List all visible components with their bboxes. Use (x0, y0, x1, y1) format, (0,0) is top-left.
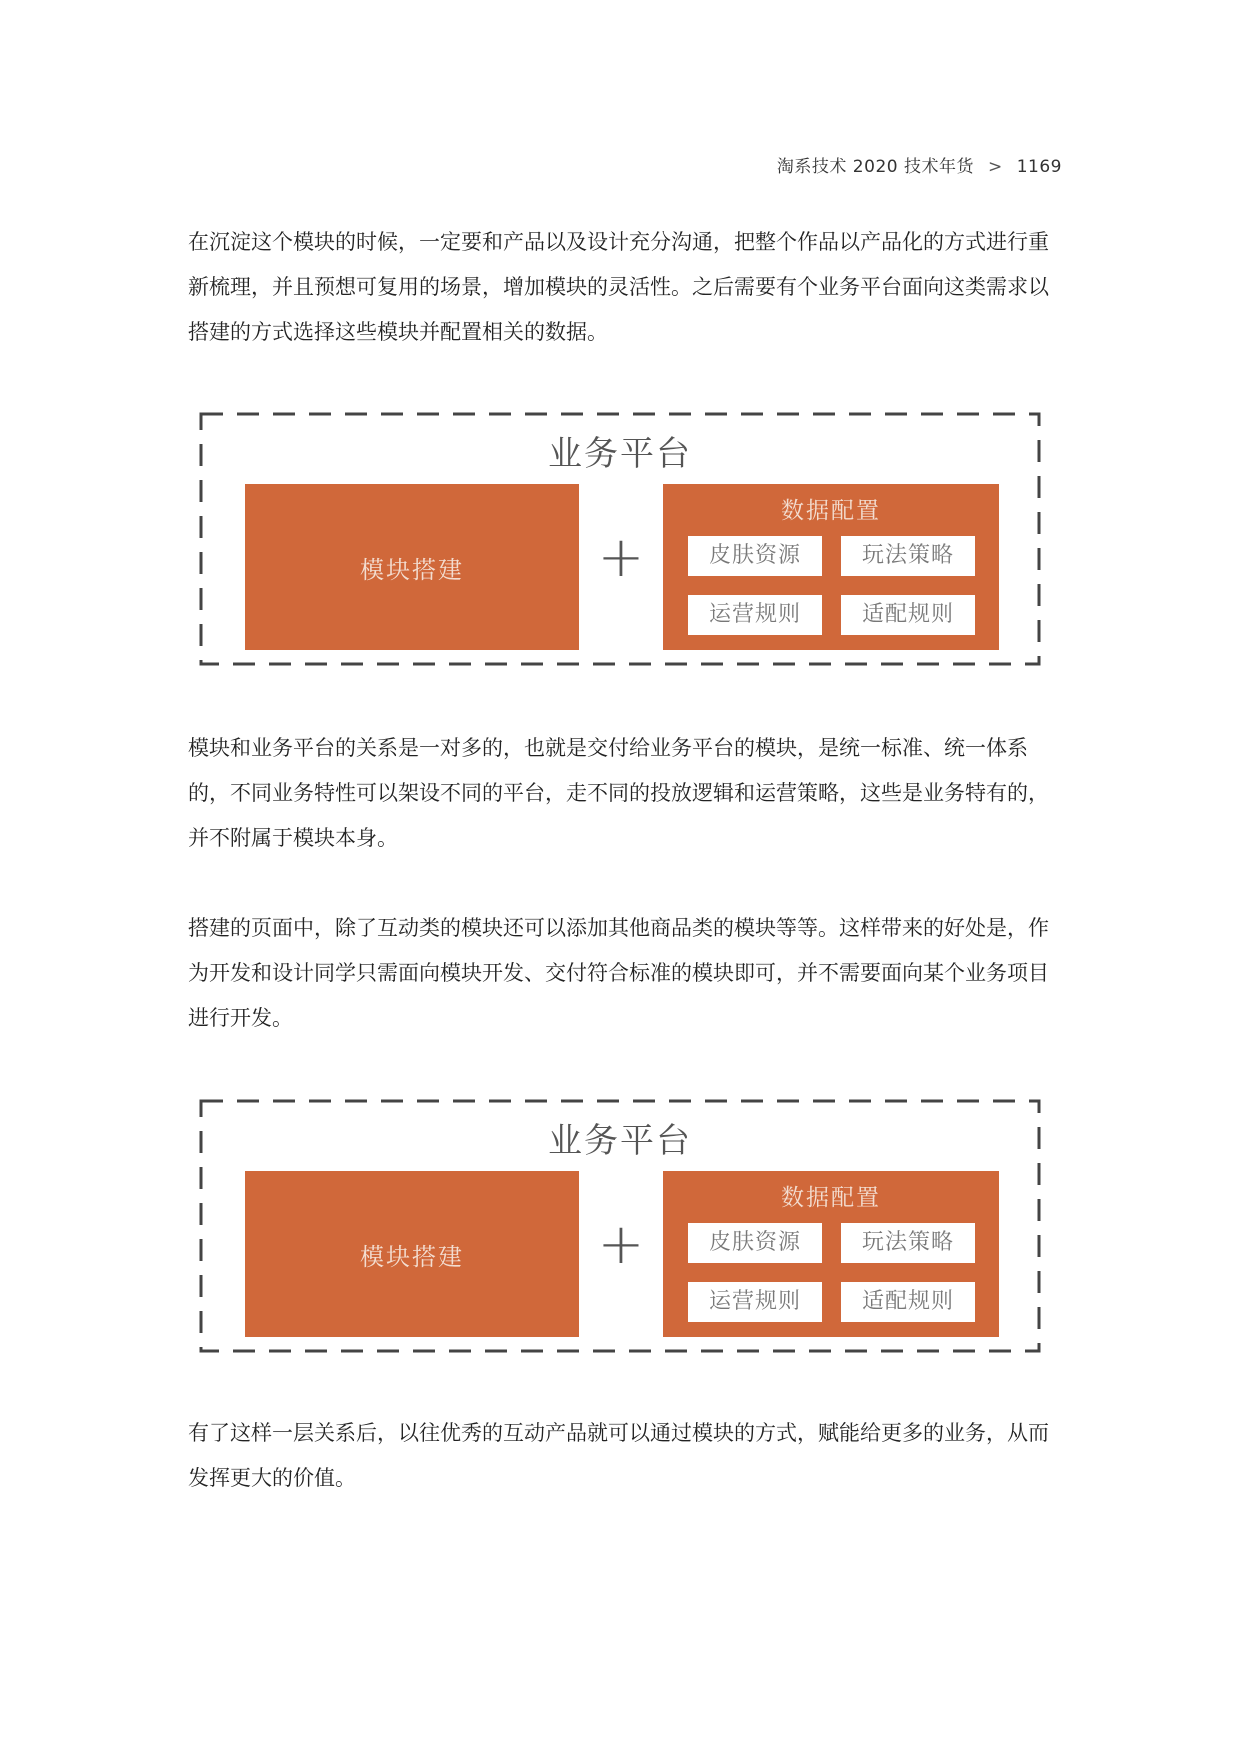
config-chip-operation: 运营规则 (688, 595, 822, 635)
paragraph-3: 搭建的页面中，除了互动类的模块还可以添加其他商品类的模块等等。这样带来的好处是，作为开发和设计同学只需面向模块开发、交付符合标准的模块即可，并不需要面向某个业务项目进行开发。 (188, 916, 1049, 1030)
platform-diagram-2 (197, 1097, 1043, 1355)
paragraph-1: 在沉淀这个模块的时候，一定要和产品以及设计充分沟通，把整个作品以产品化的方式进行重新梳理，并且预想可复用的场景，增加模块的灵活性。之后需要有个业务平台面向这类需求以搭建的方式选择这些模块并配置相关的数据。 (188, 230, 1049, 344)
paragraph-4: 有了这样一层关系后，以往优秀的互动产品就可以通过模块的方式，赋能给更多的业务，从而发挥更大的价值。 (188, 1421, 1049, 1490)
book-title: 淘系技术 2020 技术年货 (776, 157, 974, 177)
data-config-box (663, 1171, 999, 1337)
module-build-box (245, 1171, 579, 1337)
plus-icon: + (597, 1212, 645, 1277)
module-build-label: 模块搭建 (360, 555, 464, 584)
config-chip-operation: 运营规则 (688, 1282, 822, 1322)
config-chip-skin: 皮肤资源 (688, 536, 822, 576)
config-chip-adaptation: 适配规则 (841, 1282, 975, 1322)
data-config-box (663, 484, 999, 650)
platform-title: 业务平台 (548, 1121, 692, 1161)
data-config-title: 数据配置 (781, 1185, 881, 1211)
config-chip-gameplay: 玩法策略 (841, 536, 975, 576)
page-number: 1169 (1016, 157, 1062, 177)
config-chip-adaptation: 适配规则 (841, 595, 975, 635)
platform-title: 业务平台 (548, 434, 692, 474)
plus-icon: + (597, 525, 645, 590)
module-build-label: 模块搭建 (360, 1242, 464, 1271)
config-chip-gameplay: 玩法策略 (841, 1223, 975, 1263)
header-separator: > (987, 157, 1003, 177)
paragraph-2: 模块和业务平台的关系是一对多的，也就是交付给业务平台的模块，是统一标准、统一体系的，不同业务特性可以架设不同的平台，走不同的投放逻辑和运营策略，这些是业务特有的，并不附属于模块本身。 (188, 736, 1049, 850)
module-build-box (245, 484, 579, 650)
running-header (777, 152, 1062, 177)
data-config-title: 数据配置 (781, 498, 881, 524)
config-chip-skin: 皮肤资源 (688, 1223, 822, 1263)
platform-diagram-1 (197, 410, 1043, 668)
